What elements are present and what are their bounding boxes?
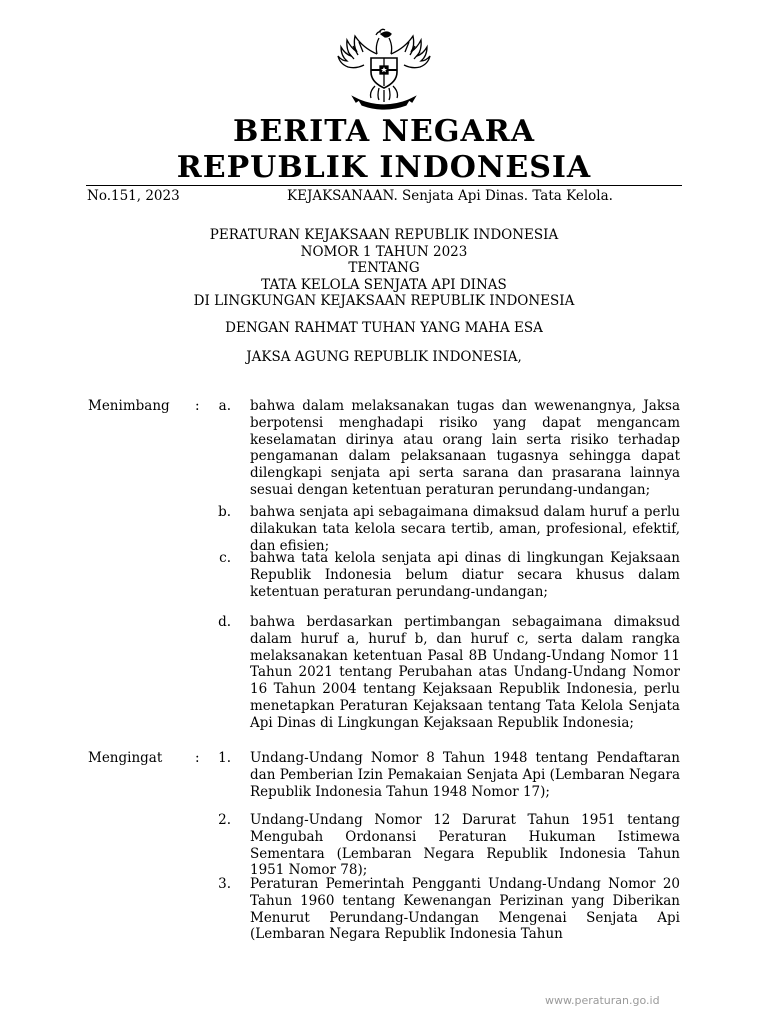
gazette-keywords: KEJAKSANAAN. Senjata Api Dinas. Tata Kelola. — [287, 188, 613, 204]
authority-line: JAKSA AGUNG REPUBLIK INDONESIA, — [246, 349, 522, 365]
regulation-line: TATA KELOLA SENJATA API DINAS — [261, 276, 507, 293]
consideration-text: bahwa senjata api sebagaimana dimaksud dalam huruf a perlu dilakukan tata kelola secara tertib, aman, profesional, efektif, dan efisien; — [250, 504, 680, 554]
regulation-heading — [0, 227, 768, 310]
consideration-text: bahwa berdasarkan pertimbangan sebagaimana dimaksud dalam huruf a, huruf b, dan huruf c, serta dalam rangka melaksanakan ketentuan Pasal 8B Undang-Undang Nomor 11 Tahun 2021 tentang Perubahan atas Undang-Undang Nomor 16 Tahun 2004 tentang Kejaksaan Republik Indonesia, perlu menetapkan Peraturan Kejaksaan tentang Tata Kelola Senjata Api Dinas di Lingkungan Kejaksaan Republik Indonesia; — [250, 614, 680, 731]
header-divider — [86, 185, 682, 186]
regulation-line: TENTANG — [348, 260, 420, 276]
item-marker: a. — [218, 398, 231, 414]
consideration-text: bahwa dalam melaksanakan tugas dan wewenangnya, Jaksa berpotensi menghadapi risiko yang dapat mengancam keselamatan dirinya atau orang lain serta risiko terhadap pengamanan dalam pelaksanaan tugasnya sehingga dapat dilengkapi senjata api serta sarana dan prasarana lainnya sesuai dengan ketentuan peraturan perundang-undangan; — [250, 398, 680, 498]
regulation-line: DI LINGKUNGAN KEJAKSAAN REPUBLIK INDONESIA — [193, 293, 575, 309]
item-marker: 1. — [218, 750, 231, 766]
legal-basis-text: Peraturan Pemerintah Pengganti Undang-Undang Nomor 20 Tahun 1960 tentang Kewenangan Perizinan yang Diberikan Menurut Perundang-Undangan Mengenai Senjata Api (Lembaran Negara Republik Indonesia Tahun — [250, 876, 680, 943]
item-marker: c. — [219, 550, 231, 566]
consideration-text: bahwa tata kelola senjata api dinas di lingkungan Kejaksaan Republik Indonesia belum diatur secara khusus dalam ketentuan peraturan perundang-undangan; — [250, 550, 680, 600]
garuda-emblem-icon — [329, 28, 439, 118]
mengingat-colon: : — [195, 750, 200, 766]
mengingat-label: Mengingat — [88, 750, 163, 766]
menimbang-colon: : — [195, 398, 200, 414]
menimbang-label: Menimbang — [88, 398, 170, 414]
regulation-line: PERATURAN KEJAKSAAN REPUBLIK INDONESIA — [209, 227, 559, 243]
gazette-subtitle: REPUBLIK INDONESIA — [176, 150, 592, 185]
item-marker: 3. — [218, 876, 231, 892]
item-marker: b. — [218, 504, 231, 520]
source-watermark: www.peraturan.go.id — [545, 994, 660, 1007]
legal-basis-text: Undang-Undang Nomor 12 Darurat Tahun 1951 tentang Mengubah Ordonansi Peraturan Hukuman Istimewa Sementara (Lembaran Negara Republik Indonesia Tahun 1951 Nomor 78); — [250, 812, 680, 879]
gazette-title: BERITA NEGARA — [233, 114, 535, 149]
item-marker: d. — [218, 614, 231, 630]
legal-basis-text: Undang-Undang Nomor 8 Tahun 1948 tentang Pendaftaran dan Pemberian Izin Pemakaian Senjata Api (Lembaran Negara Republik Indonesia Tahun 1948 Nomor 17); — [250, 750, 680, 800]
regulation-line: NOMOR 1 TAHUN 2023 — [300, 243, 468, 260]
item-marker: 2. — [218, 812, 231, 828]
blessing-line: DENGAN RAHMAT TUHAN YANG MAHA ESA — [225, 320, 543, 336]
gazette-number: No.151, 2023 — [87, 188, 180, 204]
